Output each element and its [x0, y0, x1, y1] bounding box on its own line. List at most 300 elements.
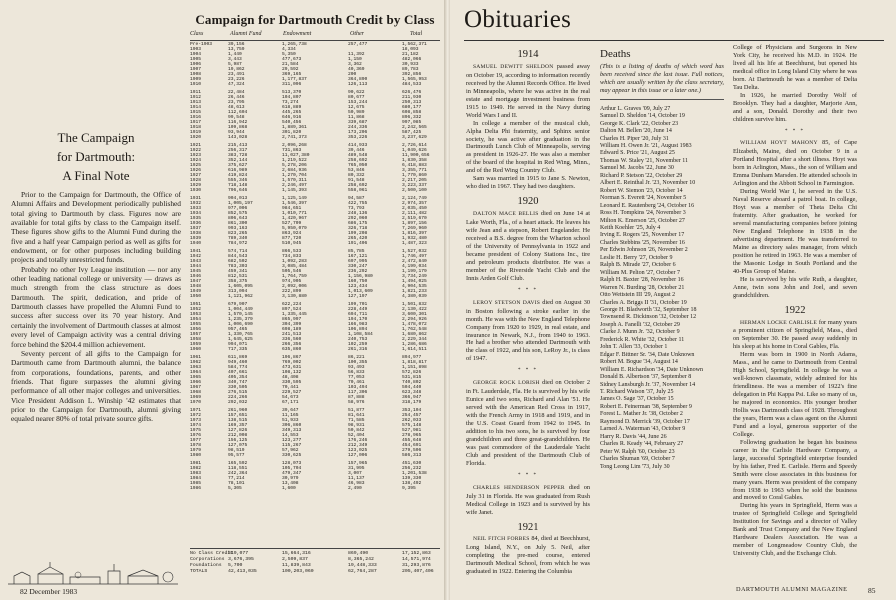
table-cell: 30,979	[282, 476, 299, 481]
table-cell: 212,008	[228, 433, 248, 438]
table-cell: 15,664,316	[282, 551, 311, 556]
table-cell: 455,648	[402, 438, 422, 443]
table-cell: 484,533	[402, 82, 422, 87]
table-cell: 306,860	[282, 423, 302, 428]
table-cell: 1962	[190, 360, 202, 365]
table-cell: 623,348	[402, 390, 422, 395]
table-cell: 1,501,832	[402, 302, 427, 307]
table-cell: 852,575	[228, 211, 248, 216]
death-list-item: Townsend R. Dickinson '32, October 12	[600, 314, 697, 321]
table-cell: 5,305	[228, 486, 242, 491]
table-cell: 67,171	[282, 400, 299, 405]
table-cell: 3,237,629	[402, 135, 427, 140]
obituary-entry	[466, 63, 590, 120]
table-cell: 50,989	[348, 110, 365, 115]
table-cell: 292,032	[228, 400, 248, 405]
table-cell: 80,332	[348, 173, 365, 178]
table-cell: 626,476	[402, 90, 422, 95]
obituary-entry	[466, 299, 590, 364]
table-cell: 143,028	[228, 135, 248, 140]
table-cell: 513,370	[282, 90, 302, 95]
table-cell: 191,406	[348, 241, 368, 246]
table-cell: 194,170	[348, 317, 368, 322]
table-cell: 1970	[190, 400, 202, 405]
table-cell: 127,006	[348, 453, 368, 458]
table-cell: 904,013	[228, 196, 248, 201]
table-cell: 866,533	[282, 249, 302, 254]
table-cell: 574,714	[228, 249, 248, 254]
table-cell: 527,709	[282, 221, 302, 226]
table-cell: 276,515	[228, 390, 248, 395]
table-cell: 844,543	[228, 254, 248, 259]
table-cell: 1920	[190, 135, 202, 140]
table-row	[190, 569, 440, 575]
table-cell: 40,369	[348, 67, 365, 72]
table-cell: 364,890	[348, 77, 368, 82]
table-cell: 1982	[190, 466, 202, 471]
header-endowment: Endowment	[283, 31, 312, 37]
table-cell: 1,004,449	[228, 307, 253, 312]
table-cell: 1,265,738	[282, 42, 307, 47]
table-cell: 3,443	[228, 57, 242, 62]
table-cell: 244,336	[348, 125, 368, 130]
table-cell: 504,440	[402, 385, 422, 390]
table-cell: 108,132	[282, 370, 302, 375]
table-cell: 366,947	[402, 395, 422, 400]
table-cell: 1,527,032	[402, 249, 427, 254]
table-cell: 1933	[190, 206, 202, 211]
table-cell: 157,965	[348, 461, 368, 466]
table-cell: 635,860	[282, 347, 302, 352]
table-cell: 167,121	[348, 254, 368, 259]
obituary-name: LEROY STETSON DAVIS	[473, 299, 541, 306]
table-cell: 169,357	[228, 423, 248, 428]
table-cell: 1,270,704	[282, 173, 307, 178]
table-cell: 91,548	[348, 178, 365, 183]
table-cell: 383,728	[228, 153, 248, 158]
table-cell: 11,027,380	[282, 153, 310, 158]
table-cell: 311,096	[282, 82, 302, 87]
obituary-text: College of Physicians and Surgeons in New York City, he received his M.D. in 1924. He lived all his life at Beechhurst, but opened his medical office in Long Island City where he was born. At Dartmouth he was a member of Delta Tau Delta.	[733, 44, 857, 91]
obituary-text: died on October 2 in Ft. Lauderdale, Fla. He is survived by his wife Eunice and two sons, Richard and Alan '51. He served with the American Red Cross in 1917, with the French Army in 1918 and 1919, and in the U.S. Coast Guard from 1942 to 1945. In addition to his two sons, he is survived by four grandchildren and three great-grandchildren. He was past commodore of the Lauderdale Yacht Club and president of the Dartmouth Club of Florida.	[466, 379, 590, 467]
table-cell: 211,930	[402, 95, 422, 100]
table-cell: 23,795	[228, 100, 245, 105]
obituaries-title: Obituaries	[464, 6, 572, 33]
table-cell: 1919	[190, 130, 202, 135]
table-cell: 11,900,656	[402, 153, 430, 158]
table-cell: 57,962	[282, 448, 299, 453]
table-cell: 279,506	[402, 448, 422, 453]
death-list-item: Ralph H. Baxter '28, November 16	[600, 277, 684, 284]
table-cell: 212,349	[348, 443, 368, 448]
table-cell: 1905	[190, 57, 202, 62]
table-cell: 1954	[190, 317, 202, 322]
table-cell: 330,505	[228, 385, 248, 390]
table-cell: 14,571,974	[402, 557, 431, 562]
table-cell: 358,375	[228, 279, 248, 284]
table-cell: 93,944	[228, 130, 245, 135]
table-cell: 89,783	[402, 67, 419, 72]
table-cell: 2,242,565	[402, 125, 427, 130]
obituary-name: HERMAN LOCKE CARLISLE	[740, 319, 818, 326]
table-cell: 1,818,817	[402, 360, 427, 365]
note-title-line: for Dartmouth:	[56, 149, 136, 164]
obituary-text: for many years a prominent citizen of Springfield, Mass., died on September 30. He passed away suddenly in his sleep at his home in Coral Gables, Fla.	[733, 318, 857, 351]
table-cell: 680,177	[402, 105, 422, 110]
table-cell: 1925	[190, 163, 202, 168]
table-cell: 984,651	[282, 206, 302, 211]
death-list-item: Arthur L. Graves '09, July 27	[600, 105, 671, 112]
table-cell: 31,293,876	[402, 563, 431, 568]
table-cell: 1,420,967	[282, 216, 307, 221]
obituary-name: NEIL FITCH FORBES	[473, 536, 530, 543]
obituary-text: Following graduation he began his business career in the Carlisle Hardware Company, a large, successful Springfield enterprise founded by his father, Fred E. Carlisle. Herm and Speedy Smith were close associates in this business for many years. Herm was president of the company from 1938 to 1963 when he sold the business and moved to Coral Gables.	[733, 438, 857, 502]
table-cell: No Class Credit	[190, 551, 234, 556]
table-row	[190, 188, 440, 193]
table-cell: 527,981	[402, 428, 422, 433]
table-cell: 1,201,538	[402, 471, 427, 476]
table-cell: 1985	[190, 481, 202, 486]
deaths-list	[600, 106, 724, 471]
table-cell: 127,197	[348, 294, 368, 299]
right-page-number: 85	[868, 586, 876, 595]
table-cell: 611,869	[228, 355, 248, 360]
table-cell: 261,960	[228, 408, 248, 413]
table-cell: 4,380,039	[402, 294, 427, 299]
table-cell: 1,605,095	[228, 284, 253, 289]
left-folio: 82 December 1983	[20, 587, 78, 596]
table-cell: 392,856	[402, 72, 422, 77]
table-cell: 1,156,980	[348, 274, 373, 279]
table-cell: 863,924	[282, 231, 302, 236]
table-cell: 1950	[190, 294, 202, 299]
class-year-heading: 1922	[784, 304, 806, 316]
table-cell: 686,175	[348, 221, 368, 226]
table-cell: 118,551	[228, 466, 248, 471]
table-row	[190, 135, 440, 140]
table-cell: 29,592	[282, 67, 299, 72]
table-cell: 126,113	[348, 82, 368, 87]
entry-separator: * * *	[785, 128, 805, 134]
table-cell: 256,317	[228, 148, 248, 153]
table-cell: 1958	[190, 337, 202, 342]
table-cell: 1,830,358	[402, 158, 427, 163]
table-cell: 1,335,445	[282, 312, 307, 317]
table-cell: 51,933	[282, 418, 299, 423]
table-cell: 586,313	[402, 453, 422, 458]
table-cell: 52,404	[348, 433, 365, 438]
header-other: Other	[350, 31, 364, 37]
table-cell: 1943	[190, 259, 202, 264]
table-cell: 697,995	[348, 259, 368, 264]
table-cell: 622,224	[282, 302, 302, 307]
table-cell: 330,247	[348, 264, 368, 269]
table-cell: 1,150	[348, 57, 362, 62]
final-note-title	[28, 128, 164, 185]
table-cell: 1908	[190, 72, 202, 77]
table-cell: Corporations	[190, 557, 225, 562]
table-cell: 769,002	[282, 360, 302, 365]
death-list-item: Charles Stebbins '25, November 16	[600, 239, 685, 246]
table-cell: 160,750	[348, 279, 368, 284]
table-cell: 1,821,233	[402, 289, 427, 294]
table-cell: 894,977	[402, 355, 422, 360]
table-cell: 115,267	[282, 443, 302, 448]
table-cell: 1969	[190, 395, 202, 400]
obituary-text: During his years in Springfield, Herm was a trustee of Springfield College and Springfield Institution for Savings and a director of Valley Bank and Trust Company and the New England Hardware Dealers Association. He was a member of Longmeadow Country Club, the University Club, and the Exchange Club.	[733, 502, 857, 558]
table-cell: 21,182	[402, 52, 419, 57]
table-cell: 1963	[190, 365, 202, 370]
table-cell: 1,235,379	[228, 317, 253, 322]
table-cell: 1,746,497	[402, 254, 427, 259]
table-cell: 555,346	[228, 178, 248, 183]
table-cell: 1921	[190, 143, 202, 148]
table-cell: 865,997	[282, 317, 302, 322]
table-cell: 39,647	[282, 408, 299, 413]
table-cell: 1,614,511	[402, 347, 427, 352]
death-list-item: Larned A. Waterman '43, October 9	[600, 426, 686, 433]
table-cell: 1961	[190, 355, 202, 360]
table-cell: 2,229,344	[402, 337, 427, 342]
death-list-item: Warren N. Burding '28, October 21	[600, 284, 685, 291]
table-row	[190, 486, 440, 491]
table-cell: 1929	[190, 183, 202, 188]
table-cell: 1,770,860	[402, 173, 427, 178]
table-cell: 993,163	[228, 226, 248, 231]
death-list-item: Per Edwin Johnson '26, November 2	[600, 247, 688, 254]
death-list-item: Samuel M. Jacobs '22, June 30	[600, 165, 674, 172]
table-cell: 153,244	[348, 100, 368, 105]
table-cell: 86,221	[348, 355, 365, 360]
table-cell: 5,350	[282, 52, 296, 57]
death-list-item: Ross H. Tompkins '24, November 3	[600, 210, 686, 217]
table-cell: 1949	[190, 289, 202, 294]
table-cell: 73,274	[282, 100, 299, 105]
header-alumni-fund: Alumni Fund	[230, 31, 262, 37]
death-list-item: Milton K. Emerson '25, October 27	[600, 217, 685, 224]
table-cell: 173,206	[348, 130, 368, 135]
table-cell: 1937	[190, 226, 202, 231]
table-cell: 257,477	[348, 42, 368, 47]
obituary-entry	[733, 139, 857, 188]
death-list-item: Leslie H. Berry '27, October 9	[600, 254, 673, 261]
death-list-item: Leonard E. Rautenberg '24, October 16	[600, 202, 695, 209]
obituary-entry	[466, 379, 590, 467]
obituary-column-3	[733, 44, 857, 582]
table-cell: 1,108,584	[348, 332, 373, 337]
death-list-item: Robert W. Siemon '23, October 14	[600, 187, 683, 194]
table-cell: 5,950,079	[282, 226, 307, 231]
table-cell: 3,130,880	[282, 294, 307, 299]
table-cell: 127,826	[228, 428, 248, 433]
class-credit-table	[190, 42, 440, 542]
obituary-text: Sam was married in 1915 to Jane S. Newton, who died in 1967. They had two daughters.	[466, 175, 590, 191]
table-cell: 783,303	[228, 264, 248, 269]
table-cell: 73,793	[348, 206, 365, 211]
table-cell: 2,490	[348, 486, 362, 491]
table-cell: 112,604	[228, 110, 248, 115]
obituary-text: passed away on October 19, according to information recently received by the Alumni Records Office. He lived in Minneapolis, where he was active in the real estate and mortgage investment business from 1915 to 1949. He served in the Navy during World Wars I and II.	[466, 62, 590, 119]
table-cell: 823,265	[228, 231, 248, 236]
death-list-item: Edward S. Price '21, August 25	[600, 150, 675, 157]
table-cell: 105,704	[282, 466, 302, 471]
table-row	[190, 82, 440, 87]
table-cell: 1,565,953	[402, 77, 427, 82]
table-cell: 80,677	[348, 95, 365, 100]
table-cell: 1913	[190, 100, 202, 105]
death-list-item: Raymond D. Merrick '39, October 17	[600, 418, 690, 425]
table-cell: 7,269,960	[402, 226, 427, 231]
entry-separator: * * *	[518, 287, 538, 293]
table-cell: 1923	[190, 153, 202, 158]
table-cell: 1928	[190, 178, 202, 183]
table-cell: 1,440	[228, 52, 242, 57]
table-cell: 46,983	[348, 481, 365, 486]
table-cell: 205,407,406	[402, 569, 434, 574]
table-cell: 1,494,025	[402, 279, 427, 284]
table-cell: 50,842	[348, 428, 365, 433]
table-cell: 1948	[190, 284, 202, 289]
death-list-item: Albert E. Reinthal Jr. '23, November 10	[600, 180, 696, 187]
table-cell: 23,491	[228, 72, 245, 77]
death-list-item: Clarke J. Munn Jr. '32, October 9	[600, 329, 680, 336]
table-cell: 1,645,625	[228, 337, 253, 342]
left-page	[0, 0, 446, 600]
table-cell: 123,277	[282, 438, 302, 443]
table-cell: 22,484	[228, 90, 245, 95]
table-cell: 128,073	[282, 461, 302, 466]
table-cell: 256,232	[402, 466, 422, 471]
table-cell: 95,577	[228, 453, 245, 458]
table-cell: 1957	[190, 332, 202, 337]
death-list-item: George H. Bladworth '32, September 18	[600, 307, 697, 313]
table-cell: 102,259	[348, 342, 368, 347]
table-cell: 519,077	[228, 551, 249, 556]
table-cell: 1,889,361	[282, 125, 307, 130]
table-cell: 2,741,373	[282, 135, 307, 140]
table-cell: 897,524	[282, 307, 302, 312]
entry-separator: * * *	[518, 368, 538, 374]
table-cell: 330,625	[282, 453, 302, 458]
table-cell: 1968	[190, 390, 202, 395]
table-cell: 584,774	[228, 365, 248, 370]
table-cell: 2,472,840	[402, 259, 427, 264]
table-cell: 56,833	[348, 370, 365, 375]
table-cell: 558,061	[348, 188, 368, 193]
table-cell: 48,613	[228, 105, 245, 110]
table-cell: 254,457	[402, 413, 422, 418]
table-cell: 98,519	[228, 448, 245, 453]
table-cell: 784,972	[228, 241, 248, 246]
table-cell: 100,203,060	[282, 569, 314, 574]
table-cell: 42,413,035	[228, 569, 257, 574]
table-cell: 1942	[190, 254, 202, 259]
table-cell: 1952	[190, 307, 202, 312]
death-list-item: Charles Shuman '69, October 7	[600, 456, 675, 463]
death-list-item: Irving E. Rogers '25, November 17	[600, 232, 685, 239]
table-cell: 459,341	[228, 269, 248, 274]
death-list-item: George K. Clark '22, October 23	[600, 120, 679, 127]
table-cell: 104,807	[282, 95, 302, 100]
table-cell: 1,145,393	[282, 188, 307, 193]
table-cell: 103,494	[348, 385, 368, 390]
table-cell: 1976	[190, 433, 202, 438]
table-cell: 1,600	[282, 486, 296, 491]
table-cell: 1983	[190, 471, 202, 476]
death-list-item: T. Richard Watson '37, July 25	[600, 388, 674, 395]
table-cell: 2,096,268	[282, 143, 307, 148]
table-cell: 215,413	[228, 143, 248, 148]
table-cell: 949,460	[228, 360, 248, 365]
table-cell: 717,335	[228, 347, 248, 352]
table-cell: 482,066	[402, 57, 422, 62]
table-cell: 2,111,482	[402, 211, 427, 216]
table-cell: 100,355	[348, 360, 368, 365]
table-cell: 2,500,100	[402, 188, 427, 193]
table-cell: 1912	[190, 95, 202, 100]
table-cell: 877,720	[282, 236, 302, 241]
table-cell: 98,931	[348, 423, 365, 428]
obituary-text: During World War I, he served in the U.S. Naval Reserve aboard a patrol boat. In college, Hoyt was a member of Theta Delta Chi fraternity. After graduation, he worked for several manufacturing companies before joining New England Telephone in 1938 in the advertising department. He was transferred to Maine as directory sales manager, from which position he retired in 1963. He was a member of the Masonic Lodge in South Portland and the 40-Plus Group of Maine.	[733, 188, 857, 275]
table-cell: 18,093	[402, 47, 419, 52]
obituary-text: 85, of Cape Elizabeth, Maine, died on October 9 in a Portland Hospital after a short illness. Hoyt was born in Arlington, Mass., the son of William and Emma Dunham Marsden. He attended schools in Arlington and the Abbott School in Farmington.	[733, 139, 857, 188]
table-cell: 1,199,179	[402, 269, 427, 274]
table-cell: 1,932,480	[402, 236, 427, 241]
table-cell: 1,092,283	[282, 259, 307, 264]
table-cell: 77,214	[228, 476, 245, 481]
table-cell: 812,531	[228, 274, 248, 279]
table-cell: 1939	[190, 236, 202, 241]
table-cell: 796,646	[228, 188, 248, 193]
death-list-item: William H. Owen Jr. '21, August 1983	[600, 143, 692, 150]
table-cell: 405,354	[228, 375, 248, 380]
table-cell: 1980	[190, 453, 202, 458]
obituary-name: SAMUEL DEWITT SHELDON	[473, 63, 554, 70]
table-cell: 1932	[190, 201, 202, 206]
death-list-item: Samuel D. Sheldon '14, October 19	[600, 113, 685, 120]
table-cell: 266,356	[282, 342, 302, 347]
table-cell: 1978	[190, 443, 202, 448]
table-cell: 1955	[190, 322, 202, 327]
death-list-item: Robert E. Feinerman '38, September 9	[600, 403, 692, 410]
table-cell: 1944	[190, 264, 202, 269]
table-cell: 258,692	[348, 183, 368, 188]
table-cell: 454,691	[402, 443, 422, 448]
table-cell: 4,904,535	[402, 284, 427, 289]
table-cell: 3,362	[348, 62, 362, 67]
table-cell: 339,687	[348, 120, 368, 125]
table-cell: 71,585	[348, 418, 365, 423]
header-total: Total	[410, 31, 423, 37]
table-cell: 106,894	[348, 327, 368, 332]
table-cell: 896,332	[402, 115, 422, 120]
table-cell: 1,762,548	[402, 327, 427, 332]
table-cell: 1966	[190, 380, 202, 385]
obituary-entry	[733, 319, 857, 352]
table-cell: 1917	[190, 120, 202, 125]
table-cell: 1,219,522	[282, 158, 307, 163]
table-cell: 236,292	[348, 269, 368, 274]
death-list-item: Ralph B. Mirade '27, October 6	[600, 262, 676, 269]
table-cell: 278,965	[402, 433, 422, 438]
class-year-heading: 1920	[517, 196, 539, 208]
table-cell: 156,125	[228, 438, 248, 443]
table-cell: 1,897,156	[402, 221, 427, 226]
table-row	[190, 400, 440, 405]
table-cell: 419,824	[228, 173, 248, 178]
table-cell: 99,548	[228, 115, 245, 120]
obituary-text: In college a member of the musical club, Alpha Delta Phi fraternity, and Sphinx senior society, he was active after graduation in the Dartmouth Lunch Club of Minneapolis, serving as president in 1926-27. He was also a member of the board of the hospital in Red Wing, Minn., and of the Red Wing Country Club.	[466, 119, 590, 175]
